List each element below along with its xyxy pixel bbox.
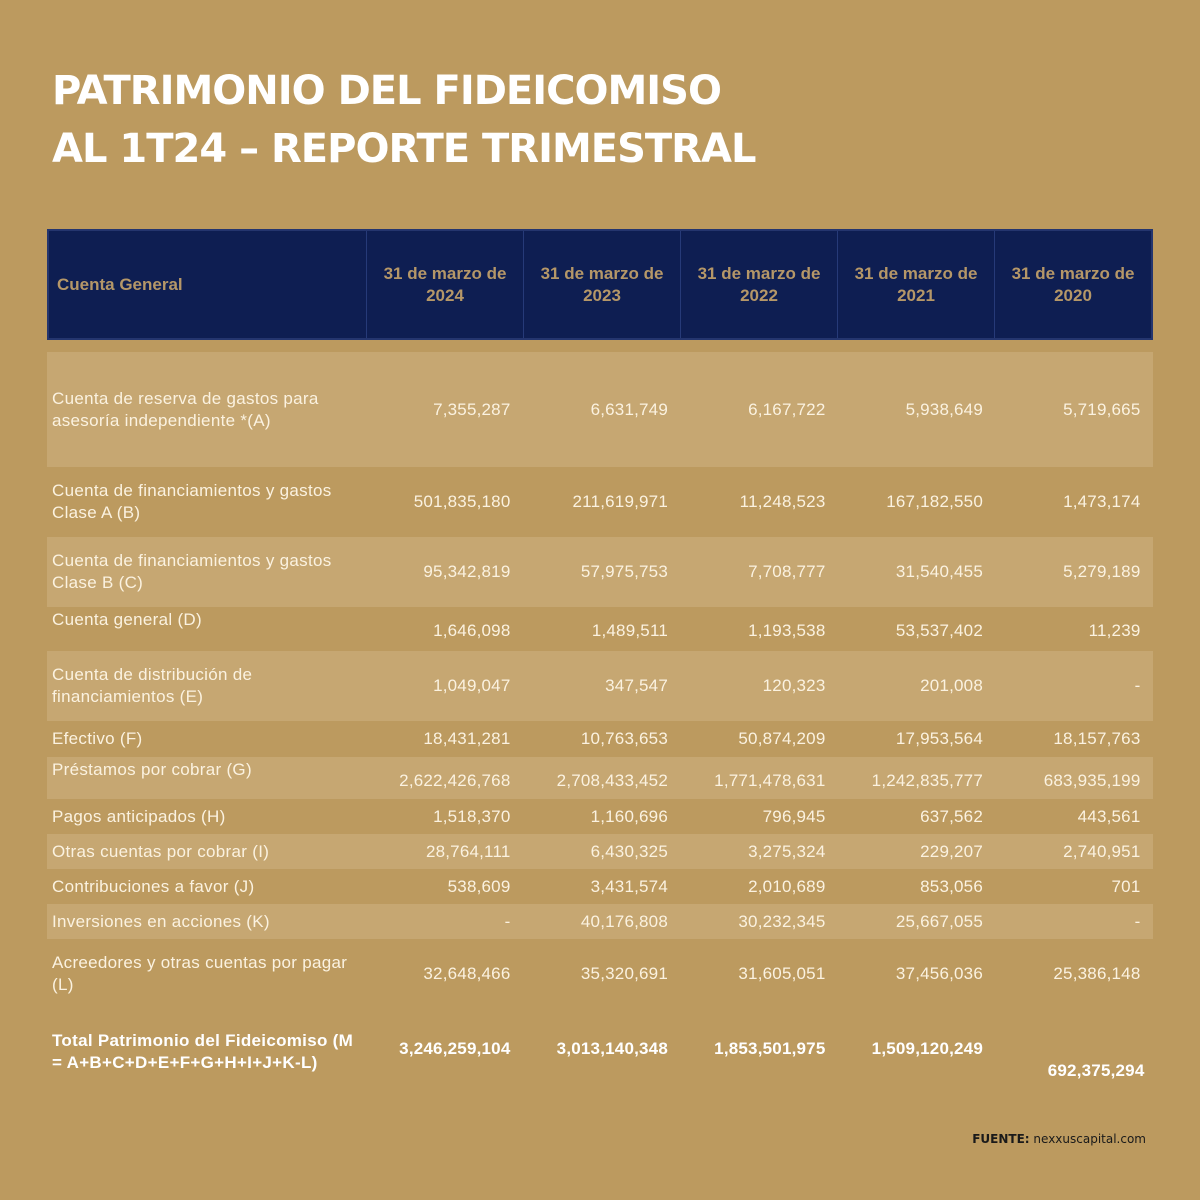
cell-value: 1,853,501,975 [714,1039,826,1058]
table-row-total [47,1009,1153,1095]
cell-value: 5,719,665 [1063,399,1141,419]
cell-value: 683,935,199 [1043,771,1141,790]
cell-value: 1,518,370 [433,806,511,826]
row-label-text: Total Patrimonio del Fideicomiso (M = A+B+C+D+E+F+G+H+I+J+K-L) [52,1031,354,1072]
header-2023: 31 de marzo de 2023 [523,231,680,338]
row-label [47,651,365,721]
cell-value: 25,667,055 [895,911,983,931]
table-row [47,467,1153,537]
cell-value: 5,279,189 [1063,562,1141,581]
cell-value: 796,945 [762,806,826,826]
cell-value: 5,938,649 [905,399,983,419]
row-label [47,799,365,834]
cell-value: 50,874,209 [738,729,826,748]
cell-value: 18,431,281 [423,729,511,748]
cell-value: - [1134,676,1141,695]
cell-value: 7,355,287 [433,399,511,419]
row-label-text: Cuenta de reserva de gastos para asesoría independiente *(A) [52,388,319,430]
cell-value: 167,182,550 [886,492,983,511]
cell-value: 701 [1111,876,1141,896]
row-label [47,607,365,651]
source-site: nexxuscapital.com [1033,1132,1146,1146]
row-label-text: Contribuciones a favor (J) [52,876,255,896]
cell-value: 229,207 [920,841,983,861]
row-label [47,467,365,537]
cell-value: 17,953,564 [895,729,983,748]
row-label-text: Efectivo (F) [52,729,143,748]
cell-value: 57,975,753 [580,562,668,581]
table-row [47,721,1153,757]
cell-value: 30,232,345 [738,911,826,931]
cell-value: 201,008 [920,676,983,695]
title-line-1: PATRIMONIO DEL FIDEICOMISO [52,68,721,114]
patrimonio-table [47,229,1153,1095]
table-row [47,939,1153,1009]
cell-value: 32,648,466 [423,964,511,983]
page-title [52,62,755,178]
row-label [47,352,365,467]
table-row [47,869,1153,904]
cell-value: 40,176,808 [580,911,668,931]
cell-value: 637,562 [920,806,983,826]
header-2024: 31 de marzo de 2024 [366,231,523,338]
cell-value: 692,375,294 [1047,1061,1145,1080]
cell-value: 31,605,051 [738,964,826,983]
cell-value: 2,740,951 [1063,841,1141,861]
row-label-text: Cuenta general (D) [52,610,202,629]
row-label [47,904,365,939]
cell-value: 853,056 [920,876,983,896]
row-label-text: Préstamos por cobrar (G) [52,760,252,779]
cell-value: 1,489,511 [591,621,668,640]
table-row [47,834,1153,869]
cell-value: 95,342,819 [423,562,511,581]
cell-value: 1,473,174 [1063,492,1141,511]
table-row [47,757,1153,799]
table-header-row [47,229,1153,340]
header-cuenta-general: Cuenta General [57,274,183,294]
cell-value: 211,619,971 [572,492,668,511]
source-footer [972,1132,1146,1146]
cell-value: - [1134,911,1141,931]
cell-value: 1,509,120,249 [871,1039,983,1058]
cell-value: 3,246,259,104 [399,1039,511,1058]
row-label [47,1009,365,1095]
cell-value: 18,157,763 [1053,729,1141,748]
header-2022: 31 de marzo de 2022 [680,231,837,338]
source-label: FUENTE: [972,1132,1030,1146]
cell-value: 2,708,433,452 [556,771,668,790]
cell-value: 347,547 [605,676,668,695]
cell-value: 6,631,749 [590,399,668,419]
cell-value: 53,537,402 [895,621,983,640]
cell-value: 2,622,426,768 [399,771,511,790]
cell-value: 6,167,722 [748,399,826,419]
row-label-text: Acreedores y otras cuentas por pagar (L) [52,953,348,994]
table-row [47,352,1153,467]
cell-value: 6,430,325 [590,841,668,861]
cell-value: 538,609 [447,876,511,896]
row-label [47,537,365,607]
cell-value: 1,646,098 [433,621,511,640]
row-label-text: Otras cuentas por cobrar (I) [52,841,270,861]
cell-value: 1,242,835,777 [871,771,983,790]
header-2021: 31 de marzo de 2021 [837,231,994,338]
cell-value: 120,323 [762,676,826,695]
cell-value: 3,013,140,348 [556,1039,668,1058]
cell-value: 1,160,696 [590,806,668,826]
header-gap [47,340,1153,352]
row-label [47,834,365,869]
table-row [47,799,1153,834]
cell-value: 2,010,689 [748,876,826,896]
row-label [47,869,365,904]
cell-value: 25,386,148 [1053,964,1141,983]
cell-value: 35,320,691 [580,964,668,983]
cell-value: 31,540,455 [895,562,983,581]
cell-value: 1,193,538 [748,621,826,640]
cell-value: 443,561 [1077,806,1141,826]
table-row [47,607,1153,651]
row-label-text: Pagos anticipados (H) [52,806,226,826]
cell-value: 7,708,777 [748,562,826,581]
cell-value: 501,835,180 [413,492,511,511]
row-label-text: Cuenta de distribución de financiamientos (E) [52,665,253,706]
cell-value: 37,456,036 [895,964,983,983]
row-label [47,721,365,757]
cell-value: 10,763,653 [580,729,668,748]
row-label [47,939,365,1009]
title-line-2: AL 1T24 – REPORTE TRIMESTRAL [52,126,756,172]
cell-value: - [504,911,511,931]
cell-value: 28,764,111 [425,841,511,861]
table-row [47,537,1153,607]
header-2020: 31 de marzo de 2020 [994,231,1151,338]
table-row [47,904,1153,939]
cell-value: 1,049,047 [433,676,511,695]
row-label-text: Inversiones en acciones (K) [52,911,270,931]
cell-value: 11,248,523 [739,492,826,511]
cell-value: 11,239 [1088,621,1141,640]
row-label-text: Cuenta de financiamientos y gastos Clase B (C) [52,551,332,592]
cell-value: 3,275,324 [748,841,826,861]
cell-value: 1,771,478,631 [714,771,826,790]
row-label-text: Cuenta de financiamientos y gastos Clase A (B) [52,481,332,522]
cell-value: 3,431,574 [590,876,668,896]
row-label [47,757,365,799]
table-row [47,651,1153,721]
table-body [47,352,1153,1095]
